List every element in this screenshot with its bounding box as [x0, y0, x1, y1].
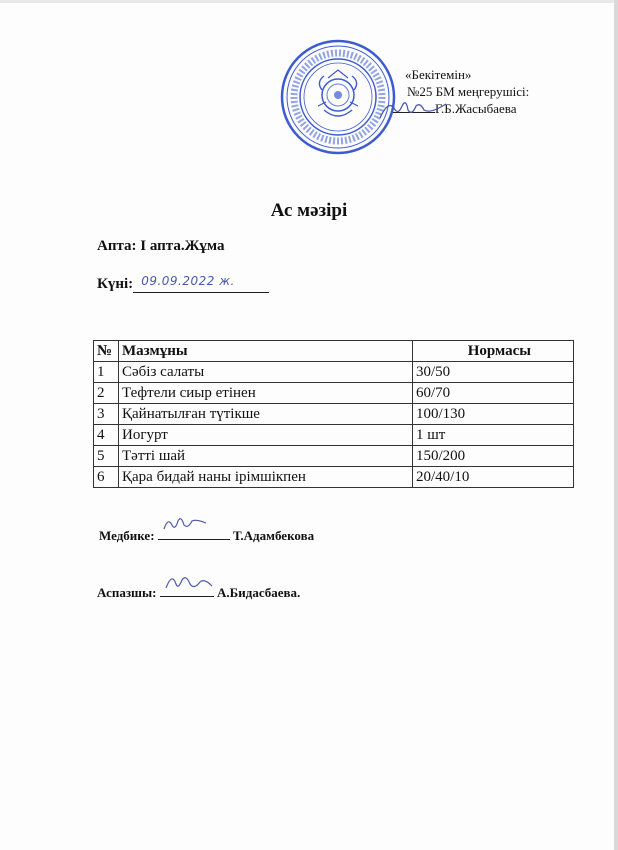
nurse-label: Медбике: [99, 528, 155, 543]
week-label: Апта: I апта.Жұма [97, 238, 225, 254]
row-dish: Қара бидай наны ірімшікпен [119, 467, 413, 488]
menu-table [93, 340, 574, 488]
scan-edge [614, 0, 618, 850]
row-dish: Сәбіз салаты [119, 362, 413, 383]
date-row [97, 276, 269, 293]
date-field [133, 276, 269, 293]
table-row [94, 383, 574, 404]
approval-name: Г.Б.Жасыбаева [435, 101, 517, 116]
row-number: 2 [94, 383, 119, 404]
nurse-signature-row [99, 527, 314, 544]
row-norm: 30/50 [413, 362, 574, 383]
row-norm: 1 шт [413, 425, 574, 446]
table-row [94, 446, 574, 467]
row-number: 4 [94, 425, 119, 446]
row-number: 3 [94, 404, 119, 425]
table-row [94, 404, 574, 425]
cook-name: А.Бидасбаева. [217, 585, 301, 600]
nurse-signature-line [158, 527, 230, 540]
row-norm: 20/40/10 [413, 467, 574, 488]
row-dish: Иогурт [119, 425, 413, 446]
row-norm: 100/130 [413, 404, 574, 425]
table-header-row [94, 341, 574, 362]
row-dish: Тәтті шай [119, 446, 413, 467]
row-number: 5 [94, 446, 119, 467]
scan-edge [0, 0, 618, 3]
row-number: 6 [94, 467, 119, 488]
row-norm: 150/200 [413, 446, 574, 467]
nurse-name: Т.Адамбекова [233, 528, 315, 543]
date-value: 09.09.2022 ж. [141, 274, 235, 288]
table-row [94, 362, 574, 383]
cook-signature-icon [164, 572, 214, 594]
nurse-signature-icon [162, 515, 208, 535]
col-header-norm: Нормасы [413, 341, 574, 362]
date-label: Күні: [97, 276, 134, 292]
col-header-content: Мазмұны [119, 341, 413, 362]
row-number: 1 [94, 362, 119, 383]
cook-signature-row [97, 584, 300, 601]
col-header-number: № [94, 341, 119, 362]
cook-signature-line [160, 584, 214, 597]
table-row [94, 425, 574, 446]
row-dish: Қайнатылған түтікше [119, 404, 413, 425]
row-norm: 60/70 [413, 383, 574, 404]
row-dish: Тефтели сиыр етінен [119, 383, 413, 404]
cook-label: Аспазшы: [97, 585, 157, 600]
page-title: Ас мәзірі [270, 200, 348, 221]
approval-title: «Бекітемін» [405, 67, 472, 82]
table-row [94, 467, 574, 488]
approval-position: №25 БМ меңгерушісі: [407, 84, 530, 99]
head-signature-icon [378, 96, 448, 122]
